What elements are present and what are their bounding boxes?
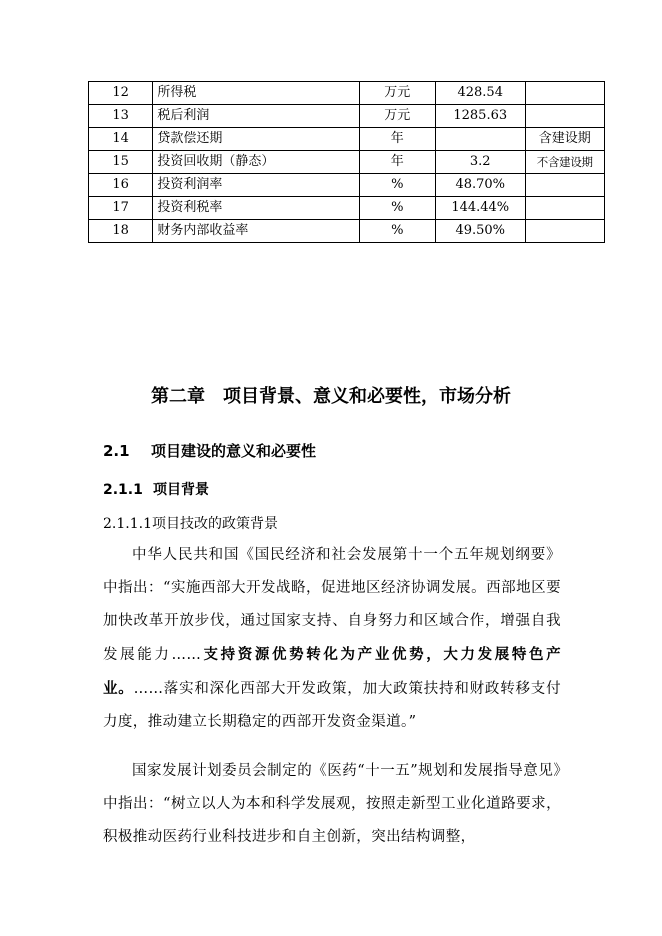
section-number: 2.1 xyxy=(103,442,130,460)
indicator-note xyxy=(525,197,605,220)
table-row xyxy=(89,128,605,151)
indicator-unit: 万元 xyxy=(359,82,435,105)
indicator-value: 48.70% xyxy=(435,174,525,197)
indicator-note xyxy=(525,82,605,105)
indicator-name: 投资利润率 xyxy=(153,174,359,197)
indicator-unit: 年 xyxy=(359,128,435,151)
indicator-value: 428.54 xyxy=(435,82,525,105)
row-number: 18 xyxy=(89,220,153,243)
subsubsection-title: 2.1.1.1项目技改的政策背景 xyxy=(103,516,278,532)
table-row xyxy=(89,82,605,105)
subsection-heading xyxy=(103,479,209,499)
table-row xyxy=(89,220,605,243)
table-row xyxy=(89,197,605,220)
paragraph1-part2: ……落实和深化西部大开发政策，加大政策扶持和财政转移支付力度，推动建立长期稳定的西部开发资金渠道。” xyxy=(103,681,561,730)
table-row xyxy=(89,151,605,174)
table-row xyxy=(89,174,605,197)
paragraph-plan-outline xyxy=(103,539,561,739)
indicator-unit: % xyxy=(359,220,435,243)
row-number: 13 xyxy=(89,105,153,128)
indicator-value xyxy=(435,128,525,151)
indicator-value: 49.50% xyxy=(435,220,525,243)
row-number: 15 xyxy=(89,151,153,174)
paragraph-pharma-guideline: 国家发展计划委员会制定的《医药“十一五”规划和发展指导意见》中指出：“树立以人为本和科学发展观，按照走新型工业化道路要求，积极推动医药行业科技进步和自主创新，突出结构调整， xyxy=(103,763,561,845)
indicator-unit: 年 xyxy=(359,151,435,174)
indicator-table-body xyxy=(89,82,605,243)
section-heading xyxy=(103,440,316,461)
indicator-name: 贷款偿还期 xyxy=(153,128,359,151)
indicator-note: 含建设期 xyxy=(525,128,605,151)
row-number: 17 xyxy=(89,197,153,220)
paragraph1-part1: 中华人民共和国《国民经济和社会发展第十一个五年规划纲要》中指出：“实施西部大开发战略，促进地区经济协调发展。西部地区要加快改革开放步伐，通过国家支持、自身努力和区域合作，增强自我发展能力…… xyxy=(103,547,561,663)
indicator-unit: % xyxy=(359,197,435,220)
indicator-note: 不含建设期 xyxy=(525,151,605,174)
indicator-value: 1285.63 xyxy=(435,105,525,128)
indicator-name: 投资回收期（静态） xyxy=(153,151,359,174)
row-number: 16 xyxy=(89,174,153,197)
chapter-title: 第二章 项目背景、意义和必要性，市场分析 xyxy=(151,386,511,407)
row-number: 14 xyxy=(89,128,153,151)
indicator-unit: 万元 xyxy=(359,105,435,128)
table-row xyxy=(89,105,605,128)
indicator-note xyxy=(525,174,605,197)
indicator-name: 所得税 xyxy=(153,82,359,105)
indicator-note xyxy=(525,220,605,243)
indicator-name: 税后利润 xyxy=(153,105,359,128)
subsection-title: 项目背景 xyxy=(153,482,209,498)
indicator-name: 投资利税率 xyxy=(153,197,359,220)
indicator-value: 3.2 xyxy=(435,151,525,174)
indicator-name: 财务内部收益率 xyxy=(153,220,359,243)
subsection-number: 2.1.1 xyxy=(103,482,143,498)
indicator-unit: % xyxy=(359,174,435,197)
paragraph1-bold: 支持资源优势转化为产业优势，大力发展特色产业。 xyxy=(103,646,561,697)
indicator-value: 144.44% xyxy=(435,197,525,220)
indicator-note xyxy=(525,105,605,128)
row-number: 12 xyxy=(89,82,153,105)
indicator-table xyxy=(88,81,605,243)
section-title: 项目建设的意义和必要性 xyxy=(151,442,317,460)
